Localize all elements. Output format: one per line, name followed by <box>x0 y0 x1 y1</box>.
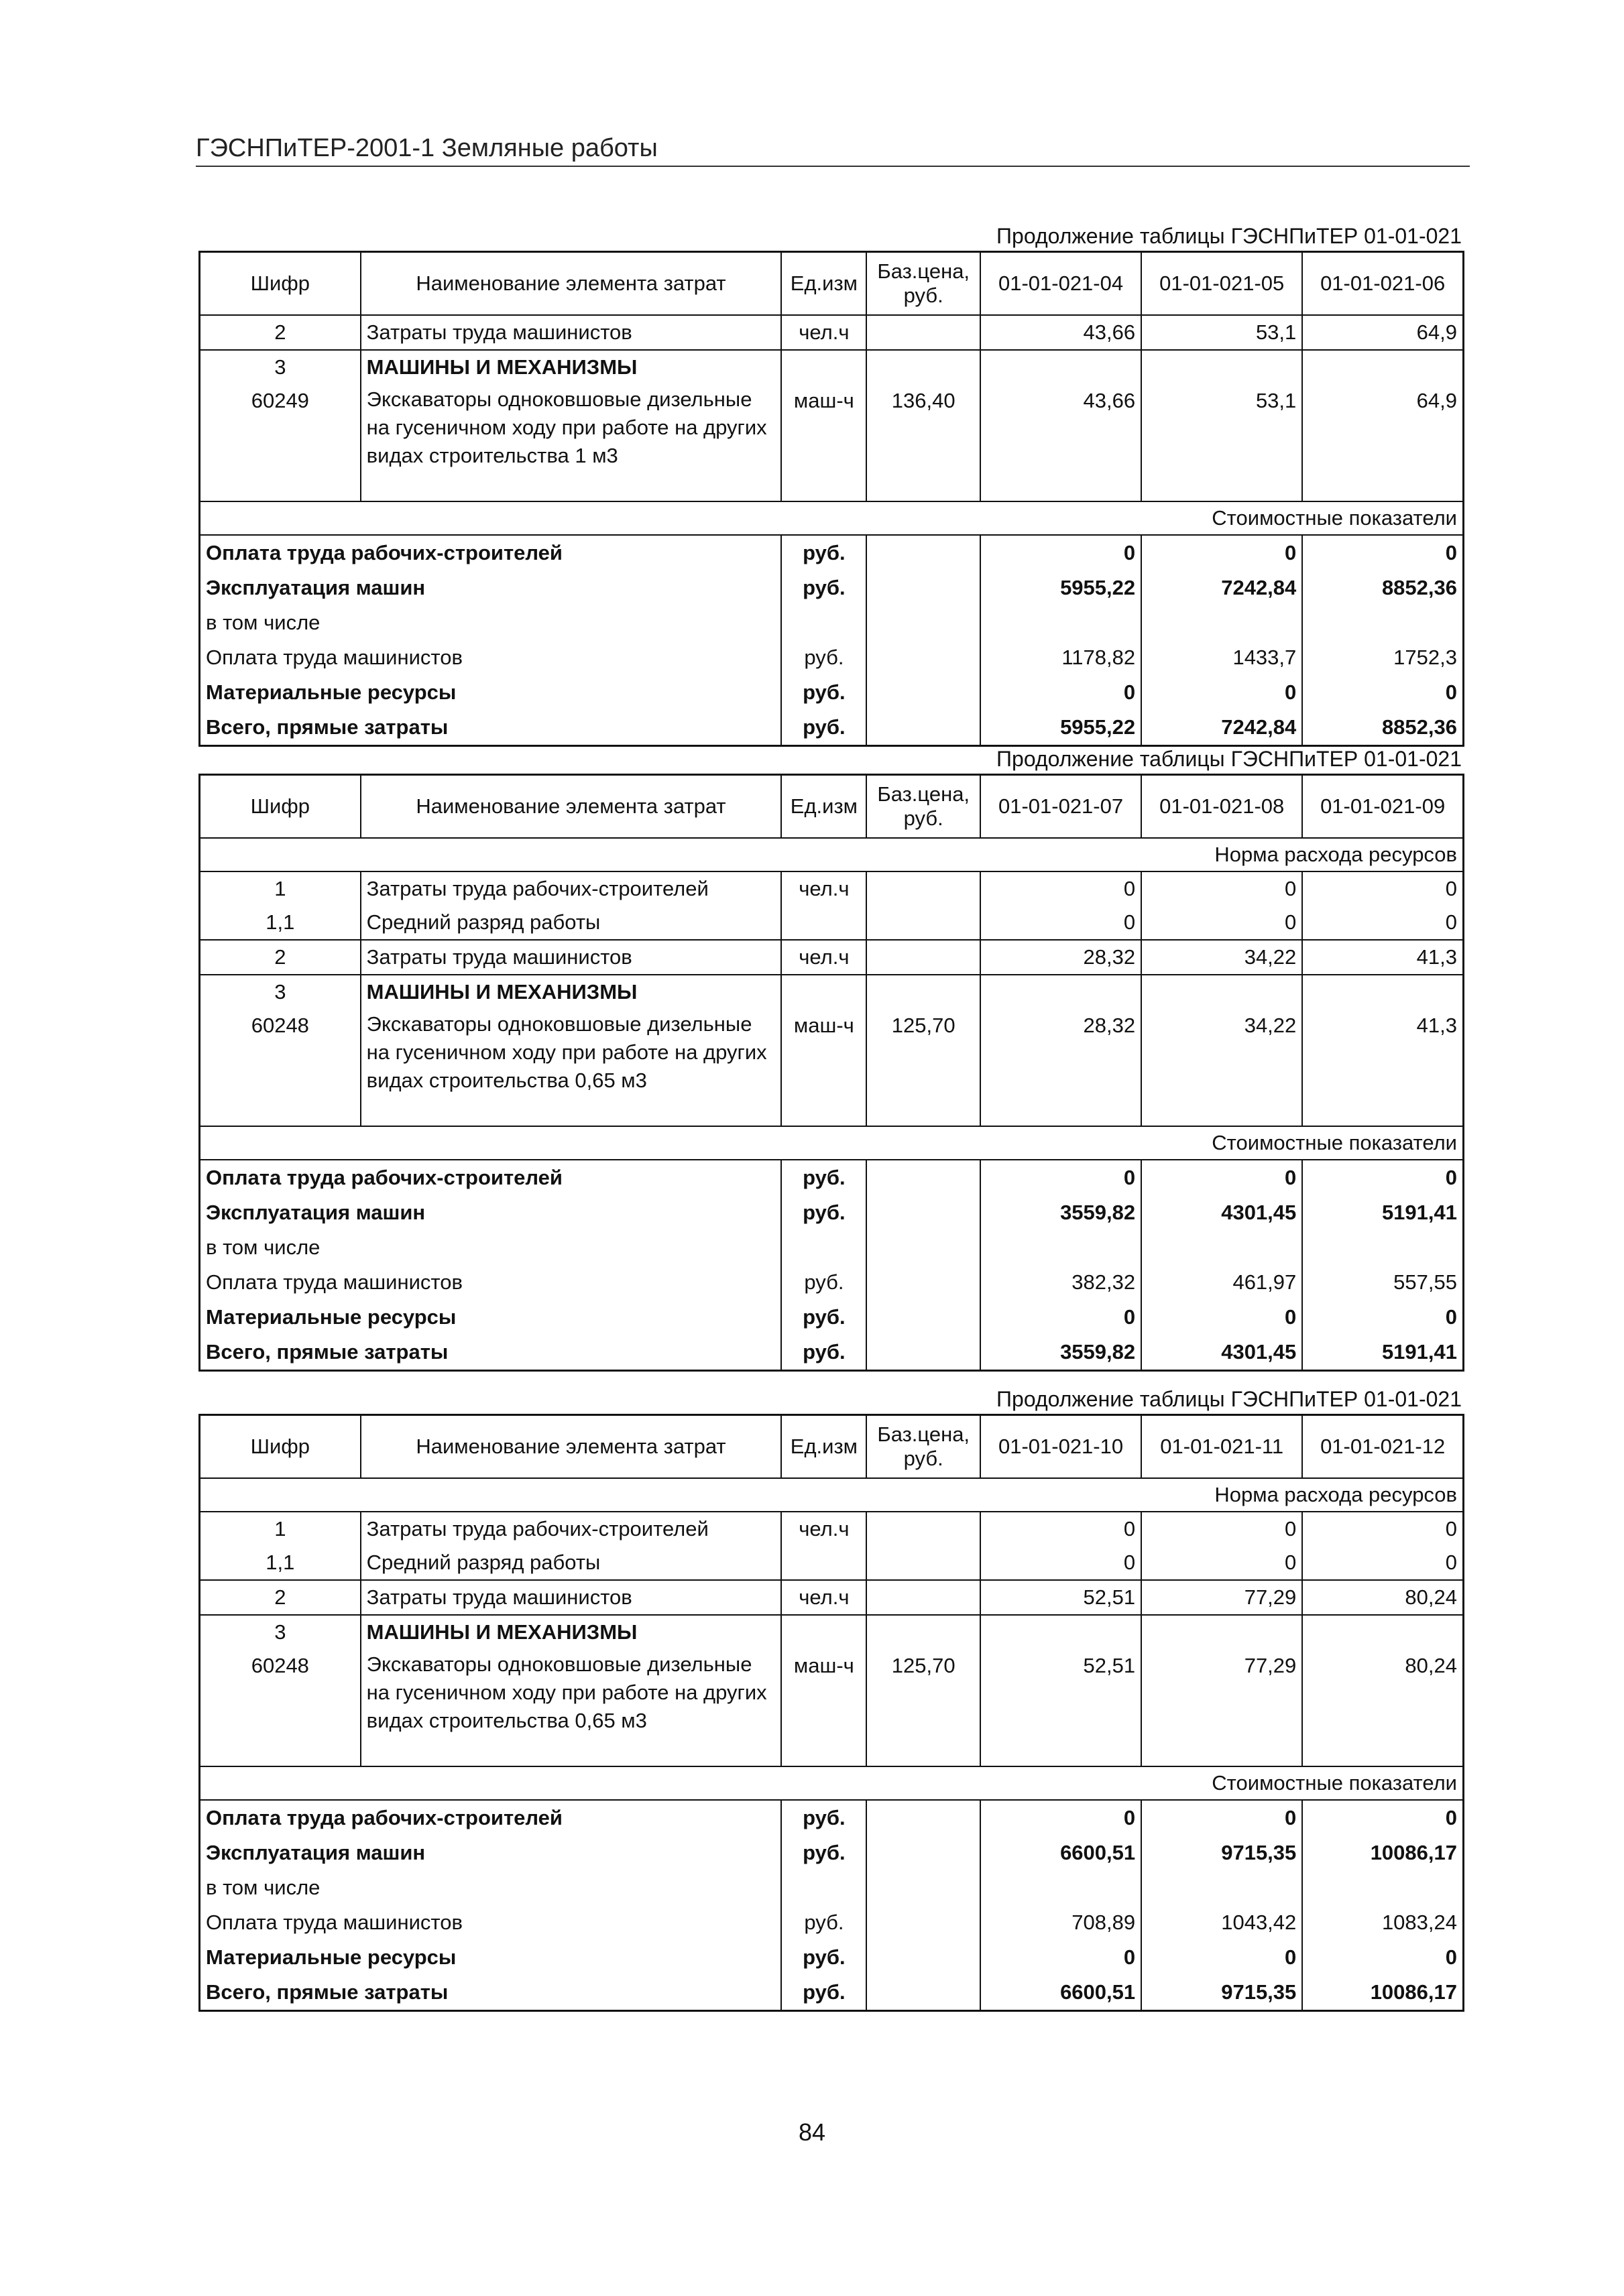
cost-value: 0 <box>1302 675 1463 710</box>
cost-unit: руб. <box>781 1195 866 1230</box>
row-code: 1 <box>200 871 361 906</box>
table-block-1 <box>198 221 1464 747</box>
table-header-row <box>200 1415 1464 1479</box>
cost-value: 461,97 <box>1141 1265 1302 1300</box>
row-code: 60249 <box>200 384 361 501</box>
row-value: 64,9 <box>1302 315 1463 350</box>
row-value: 0 <box>1141 871 1302 906</box>
cost-row <box>200 1195 1464 1230</box>
row-price <box>866 940 980 975</box>
cost-row <box>200 1835 1464 1870</box>
cost-value: 9715,35 <box>1141 1975 1302 2011</box>
norm-band-label: Норма расхода ресурсов <box>200 1478 1464 1512</box>
cost-value: 6600,51 <box>980 1975 1141 2011</box>
norm-band-row <box>200 838 1464 871</box>
row-value <box>980 350 1141 384</box>
row-name: Затраты труда машинистов <box>361 315 782 350</box>
row-value: 52,51 <box>980 1649 1141 1766</box>
cost-unit: руб. <box>781 1300 866 1335</box>
cost-value: 3559,82 <box>980 1335 1141 1371</box>
cost-value: 0 <box>1302 535 1463 570</box>
cost-value: 10086,17 <box>1302 1835 1463 1870</box>
row-unit <box>781 975 866 1009</box>
row-price <box>866 871 980 906</box>
cost-value: 0 <box>980 1160 1141 1195</box>
cost-value: 0 <box>1302 1160 1463 1195</box>
cost-value: 0 <box>1302 1300 1463 1335</box>
row-value: 0 <box>980 871 1141 906</box>
row-value: 0 <box>1302 906 1463 940</box>
row-unit <box>781 906 866 940</box>
cost-value: 8852,36 <box>1302 570 1463 605</box>
table-row <box>200 1580 1464 1615</box>
row-value: 34,22 <box>1141 1009 1302 1126</box>
cost-value: 6600,51 <box>980 1835 1141 1870</box>
col-header-item: 01-01-021-11 <box>1141 1415 1302 1479</box>
cost-label: в том числе <box>200 1230 782 1265</box>
cost-unit: руб. <box>781 1975 866 2011</box>
cost-value: 10086,17 <box>1302 1975 1463 2011</box>
row-unit: чел.ч <box>781 315 866 350</box>
table-row <box>200 871 1464 906</box>
row-value: 0 <box>1302 871 1463 906</box>
row-value: 64,9 <box>1302 384 1463 501</box>
cost-value: 0 <box>980 1300 1141 1335</box>
row-name: Средний разряд работы <box>361 1546 782 1580</box>
cost-value: 7242,84 <box>1141 570 1302 605</box>
cost-value: 0 <box>1302 1800 1463 1835</box>
cost-band-row <box>200 1766 1464 1800</box>
cost-band-row <box>200 501 1464 535</box>
row-name: МАШИНЫ И МЕХАНИЗМЫ <box>361 350 782 384</box>
cost-unit: руб. <box>781 1335 866 1371</box>
row-value: 0 <box>1302 1546 1463 1580</box>
row-value: 0 <box>1141 906 1302 940</box>
table-row <box>200 1009 1464 1126</box>
row-value: 77,29 <box>1141 1649 1302 1766</box>
cost-value: 5955,22 <box>980 570 1141 605</box>
row-value <box>1302 350 1463 384</box>
row-value <box>980 975 1141 1009</box>
row-unit: чел.ч <box>781 1580 866 1615</box>
cost-unit: руб. <box>781 1160 866 1195</box>
page-number: 84 <box>798 2118 826 2146</box>
row-value: 0 <box>980 1512 1141 1546</box>
col-header-item: 01-01-021-05 <box>1141 252 1302 316</box>
cost-value: 0 <box>1141 1160 1302 1195</box>
col-header-price: Баз.цена, руб. <box>866 1415 980 1479</box>
row-value: 80,24 <box>1302 1649 1463 1766</box>
col-header-name: Наименование элемента затрат <box>361 775 782 839</box>
row-code: 3 <box>200 350 361 384</box>
row-name: МАШИНЫ И МЕХАНИЗМЫ <box>361 1615 782 1649</box>
row-value: 0 <box>980 1546 1141 1580</box>
col-header-code: Шифр <box>200 775 361 839</box>
cost-band-label: Стоимостные показатели <box>200 1126 1464 1160</box>
cost-row <box>200 570 1464 605</box>
row-value: 0 <box>1141 1546 1302 1580</box>
col-header-price: Баз.цена, руб. <box>866 252 980 316</box>
cost-value: 0 <box>980 1800 1141 1835</box>
cost-label: Оплата труда рабочих-строителей <box>200 1160 782 1195</box>
row-unit: чел.ч <box>781 1512 866 1546</box>
row-value <box>1141 1615 1302 1649</box>
cost-unit: руб. <box>781 1940 866 1975</box>
cost-row <box>200 675 1464 710</box>
cost-unit: руб. <box>781 570 866 605</box>
cost-band-label: Стоимостные показатели <box>200 1766 1464 1800</box>
row-unit: маш-ч <box>781 384 866 501</box>
cost-value: 0 <box>1141 1940 1302 1975</box>
resource-table <box>198 1414 1464 2012</box>
row-name: Экскаваторы одноковшовые дизельные на гусеничном ходу при работе на других видах строительства 0,65 м3 <box>361 1649 782 1766</box>
table-block-2 <box>198 744 1464 1372</box>
col-header-name: Наименование элемента затрат <box>361 252 782 316</box>
row-price <box>866 1546 980 1580</box>
row-value <box>1302 1615 1463 1649</box>
row-value: 41,3 <box>1302 940 1463 975</box>
col-header-price: Баз.цена, руб. <box>866 775 980 839</box>
cost-label: Всего, прямые затраты <box>200 710 782 746</box>
cost-label: Оплата труда машинистов <box>200 640 782 675</box>
row-code: 60248 <box>200 1009 361 1126</box>
cost-value: 0 <box>1302 1940 1463 1975</box>
row-name: Экскаваторы одноковшовые дизельные на гусеничном ходу при работе на других видах строительства 0,65 м3 <box>361 1009 782 1126</box>
cost-unit: руб. <box>781 710 866 746</box>
row-value: 28,32 <box>980 940 1141 975</box>
row-value: 0 <box>980 906 1141 940</box>
row-value: 0 <box>1302 1512 1463 1546</box>
table-row <box>200 1512 1464 1546</box>
row-name: Средний разряд работы <box>361 906 782 940</box>
cost-value: 0 <box>980 1940 1141 1975</box>
row-code: 2 <box>200 315 361 350</box>
cost-label: Всего, прямые затраты <box>200 1975 782 2011</box>
col-header-item: 01-01-021-12 <box>1302 1415 1463 1479</box>
col-header-unit: Ед.изм <box>781 775 866 839</box>
cost-value: 0 <box>1141 675 1302 710</box>
cost-row <box>200 1160 1464 1195</box>
row-value: 53,1 <box>1141 384 1302 501</box>
row-code: 3 <box>200 975 361 1009</box>
table-row <box>200 350 1464 384</box>
row-value: 52,51 <box>980 1580 1141 1615</box>
continuation-caption: Продолжение таблицы ГЭСНПиТЕР 01-01-021 <box>996 1387 1462 1411</box>
cost-value: 1043,42 <box>1141 1905 1302 1940</box>
col-header-code: Шифр <box>200 1415 361 1479</box>
cost-row <box>200 1230 1464 1265</box>
cost-label: Оплата труда рабочих-строителей <box>200 535 782 570</box>
cost-label: Эксплуатация машин <box>200 1835 782 1870</box>
cost-row <box>200 535 1464 570</box>
cost-value: 382,32 <box>980 1265 1141 1300</box>
row-unit: чел.ч <box>781 871 866 906</box>
col-header-unit: Ед.изм <box>781 252 866 316</box>
cost-value: 3559,82 <box>980 1195 1141 1230</box>
row-name: Затраты труда машинистов <box>361 940 782 975</box>
col-header-item: 01-01-021-10 <box>980 1415 1141 1479</box>
row-name: МАШИНЫ И МЕХАНИЗМЫ <box>361 975 782 1009</box>
row-value: 80,24 <box>1302 1580 1463 1615</box>
cost-row <box>200 1905 1464 1940</box>
row-value: 41,3 <box>1302 1009 1463 1126</box>
row-unit: чел.ч <box>781 940 866 975</box>
col-header-item: 01-01-021-04 <box>980 252 1141 316</box>
cost-label: в том числе <box>200 1870 782 1905</box>
row-value: 53,1 <box>1141 315 1302 350</box>
cost-value: 7242,84 <box>1141 710 1302 746</box>
table-header-row <box>200 775 1464 839</box>
cost-label: Эксплуатация машин <box>200 570 782 605</box>
row-code: 3 <box>200 1615 361 1649</box>
cost-label: Материальные ресурсы <box>200 1940 782 1975</box>
cost-value: 1752,3 <box>1302 640 1463 675</box>
cost-label: Оплата труда машинистов <box>200 1905 782 1940</box>
cost-unit: руб. <box>781 1265 866 1300</box>
page-header: ГЭСНПиТЕР-2001-1 Земляные работы <box>196 134 1470 167</box>
row-unit: маш-ч <box>781 1009 866 1126</box>
row-value <box>1141 350 1302 384</box>
row-price <box>866 975 980 1009</box>
table-row <box>200 940 1464 975</box>
cost-value: 8852,36 <box>1302 710 1463 746</box>
table-block-3 <box>198 1384 1464 2012</box>
col-header-item: 01-01-021-07 <box>980 775 1141 839</box>
cost-value: 0 <box>1141 1300 1302 1335</box>
table-row <box>200 975 1464 1009</box>
row-value: 0 <box>1141 1512 1302 1546</box>
row-price <box>866 350 980 384</box>
cost-unit: руб. <box>781 640 866 675</box>
cost-row <box>200 605 1464 640</box>
row-value: 43,66 <box>980 315 1141 350</box>
row-name: Затраты труда рабочих-строителей <box>361 1512 782 1546</box>
cost-label: Оплата труда рабочих-строителей <box>200 1800 782 1835</box>
cost-label: Эксплуатация машин <box>200 1195 782 1230</box>
cost-value: 5191,41 <box>1302 1335 1463 1371</box>
row-name: Затраты труда рабочих-строителей <box>361 871 782 906</box>
col-header-name: Наименование элемента затрат <box>361 1415 782 1479</box>
cost-row <box>200 640 1464 675</box>
col-header-item: 01-01-021-09 <box>1302 775 1463 839</box>
row-code: 1 <box>200 1512 361 1546</box>
cost-value: 1178,82 <box>980 640 1141 675</box>
cost-value: 0 <box>980 675 1141 710</box>
cost-label: Материальные ресурсы <box>200 1300 782 1335</box>
row-name: Экскаваторы одноковшовые дизельные на гусеничном ходу при работе на других видах строительства 1 м3 <box>361 384 782 501</box>
row-price <box>866 906 980 940</box>
cost-value: 9715,35 <box>1141 1835 1302 1870</box>
cost-value: 1083,24 <box>1302 1905 1463 1940</box>
cost-unit: руб. <box>781 1905 866 1940</box>
table-row <box>200 1649 1464 1766</box>
row-value: 43,66 <box>980 384 1141 501</box>
cost-band-row <box>200 1126 1464 1160</box>
cost-value: 0 <box>1141 535 1302 570</box>
table-header-row <box>200 252 1464 316</box>
cost-label: Всего, прямые затраты <box>200 1335 782 1371</box>
continuation-caption: Продолжение таблицы ГЭСНПиТЕР 01-01-021 <box>996 224 1462 248</box>
cost-row <box>200 1335 1464 1371</box>
cost-unit: руб. <box>781 1800 866 1835</box>
cost-value: 5955,22 <box>980 710 1141 746</box>
table-row <box>200 906 1464 940</box>
cost-value: 0 <box>1141 1800 1302 1835</box>
row-value <box>980 1615 1141 1649</box>
row-code: 1,1 <box>200 906 361 940</box>
row-code: 60248 <box>200 1649 361 1766</box>
row-price: 136,40 <box>866 384 980 501</box>
row-unit <box>781 1546 866 1580</box>
row-price <box>866 1615 980 1649</box>
cost-unit: руб. <box>781 1835 866 1870</box>
cost-row <box>200 1800 1464 1835</box>
row-code: 2 <box>200 1580 361 1615</box>
cost-unit: руб. <box>781 675 866 710</box>
row-value <box>1302 975 1463 1009</box>
cost-row <box>200 1300 1464 1335</box>
cost-row <box>200 710 1464 746</box>
cost-band-label: Стоимостные показатели <box>200 501 1464 535</box>
row-price: 125,70 <box>866 1009 980 1126</box>
cost-unit: руб. <box>781 535 866 570</box>
norm-band-label: Норма расхода ресурсов <box>200 838 1464 871</box>
row-code: 1,1 <box>200 1546 361 1580</box>
row-name: Затраты труда машинистов <box>361 1580 782 1615</box>
cost-value: 1433,7 <box>1141 640 1302 675</box>
row-value <box>1141 975 1302 1009</box>
cost-value: 708,89 <box>980 1905 1141 1940</box>
cost-value: 5191,41 <box>1302 1195 1463 1230</box>
table-row <box>200 1615 1464 1649</box>
cost-row <box>200 1975 1464 2011</box>
row-value: 77,29 <box>1141 1580 1302 1615</box>
col-header-code: Шифр <box>200 252 361 316</box>
continuation-caption: Продолжение таблицы ГЭСНПиТЕР 01-01-021 <box>996 747 1462 771</box>
row-code: 2 <box>200 940 361 975</box>
row-unit: маш-ч <box>781 1649 866 1766</box>
row-unit <box>781 1615 866 1649</box>
cost-value: 4301,45 <box>1141 1335 1302 1371</box>
col-header-item: 01-01-021-06 <box>1302 252 1463 316</box>
cost-label: Материальные ресурсы <box>200 675 782 710</box>
cost-value: 4301,45 <box>1141 1195 1302 1230</box>
cost-row <box>200 1265 1464 1300</box>
table-row <box>200 1546 1464 1580</box>
row-unit <box>781 350 866 384</box>
cost-value: 557,55 <box>1302 1265 1463 1300</box>
row-price <box>866 1512 980 1546</box>
row-price <box>866 1580 980 1615</box>
resource-table <box>198 774 1464 1372</box>
cost-row <box>200 1870 1464 1905</box>
row-price <box>866 315 980 350</box>
cost-value: 0 <box>980 535 1141 570</box>
col-header-unit: Ед.изм <box>781 1415 866 1479</box>
cost-label: в том числе <box>200 605 782 640</box>
cost-label: Оплата труда машинистов <box>200 1265 782 1300</box>
col-header-item: 01-01-021-08 <box>1141 775 1302 839</box>
row-value: 28,32 <box>980 1009 1141 1126</box>
row-value: 34,22 <box>1141 940 1302 975</box>
cost-row <box>200 1940 1464 1975</box>
table-row <box>200 384 1464 501</box>
row-price: 125,70 <box>866 1649 980 1766</box>
resource-table <box>198 251 1464 747</box>
table-row <box>200 315 1464 350</box>
norm-band-row <box>200 1478 1464 1512</box>
